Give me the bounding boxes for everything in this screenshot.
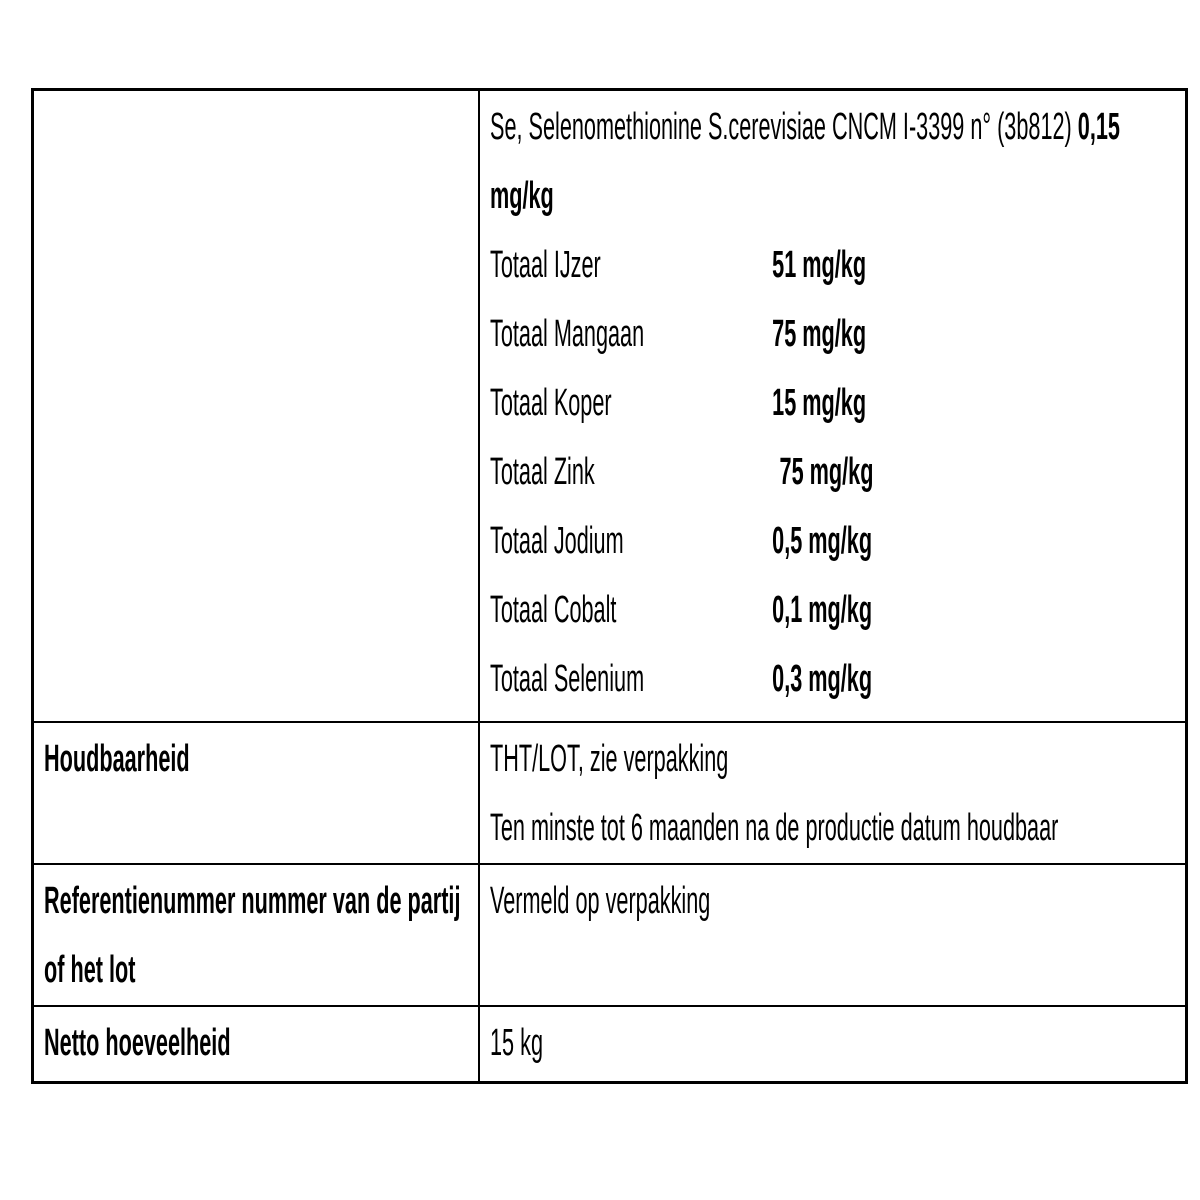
mineral-value: 0,3 mg/kg [772,658,873,700]
shelf-life-line2: Ten minste tot 6 maanden na de productie datum houdbaar [490,807,1059,849]
mineral-name: Totaal Jodium [490,520,624,562]
reference-text-block [490,867,1183,936]
table-row-reference [33,864,1187,1006]
shelf-life-label-cell [33,722,480,864]
table-row-net-quantity [33,1006,1187,1083]
reference-label-cell [33,864,480,1006]
mineral-row [490,300,1183,369]
mineral-value: 75 mg/kg [772,313,867,355]
mineral-value: 15 mg/kg [772,382,867,424]
shelf-life-line1: THT/LOT, zie verpakking [490,738,729,780]
analytics-text-block [490,93,1183,714]
product-spec-table [31,88,1188,1084]
shelf-life-label: Houdbaarheid [44,738,190,780]
reference-line1: Vermeld op verpakking [490,880,711,922]
mineral-row [490,576,1183,645]
net-quantity-line1: 15 kg [490,1022,543,1064]
net-quantity-value-cell [479,1006,1187,1083]
mineral-value: 75 mg/kg [779,451,874,493]
mineral-value: 0,1 mg/kg [772,589,873,631]
table-row-analytics [33,90,1187,723]
shelf-life-value-cell [479,722,1187,864]
mineral-row [490,645,1183,714]
table-row-shelf-life [33,722,1187,864]
mineral-name: Totaal Mangaan [490,313,645,355]
mineral-value: 51 mg/kg [772,244,867,286]
analytics-value-cell [479,90,1187,723]
analytics-label-cell-empty [33,90,480,723]
selenium-line-regular: Se, Selenomethionine S.cerevisiae CNCM I-3399 n° (3b812) [490,106,1078,148]
mineral-name: Totaal Zink [490,451,595,493]
mineral-row [490,438,1183,507]
selenium-line-unit: mg/kg [490,175,554,217]
net-quantity-label-cell [33,1006,480,1083]
mineral-name: Totaal Selenium [490,658,645,700]
mineral-row [490,231,1183,300]
net-quantity-label: Netto hoeveelheid [44,1022,231,1064]
mineral-name: Totaal Cobalt [490,589,617,631]
mineral-value: 0,5 mg/kg [772,520,873,562]
selenium-line-bold-value: 0,15 [1077,106,1120,148]
mineral-row [490,507,1183,576]
mineral-row [490,369,1183,438]
mineral-name: Totaal Koper [490,382,612,424]
net-quantity-text-block [490,1009,1183,1078]
mineral-name: Totaal IJzer [490,244,601,286]
reference-value-cell [479,864,1187,1006]
shelf-life-text-block [490,725,1183,863]
selenium-line [490,93,1183,162]
reference-label: Referentienummer nummer van de partij of het lot [44,880,461,991]
